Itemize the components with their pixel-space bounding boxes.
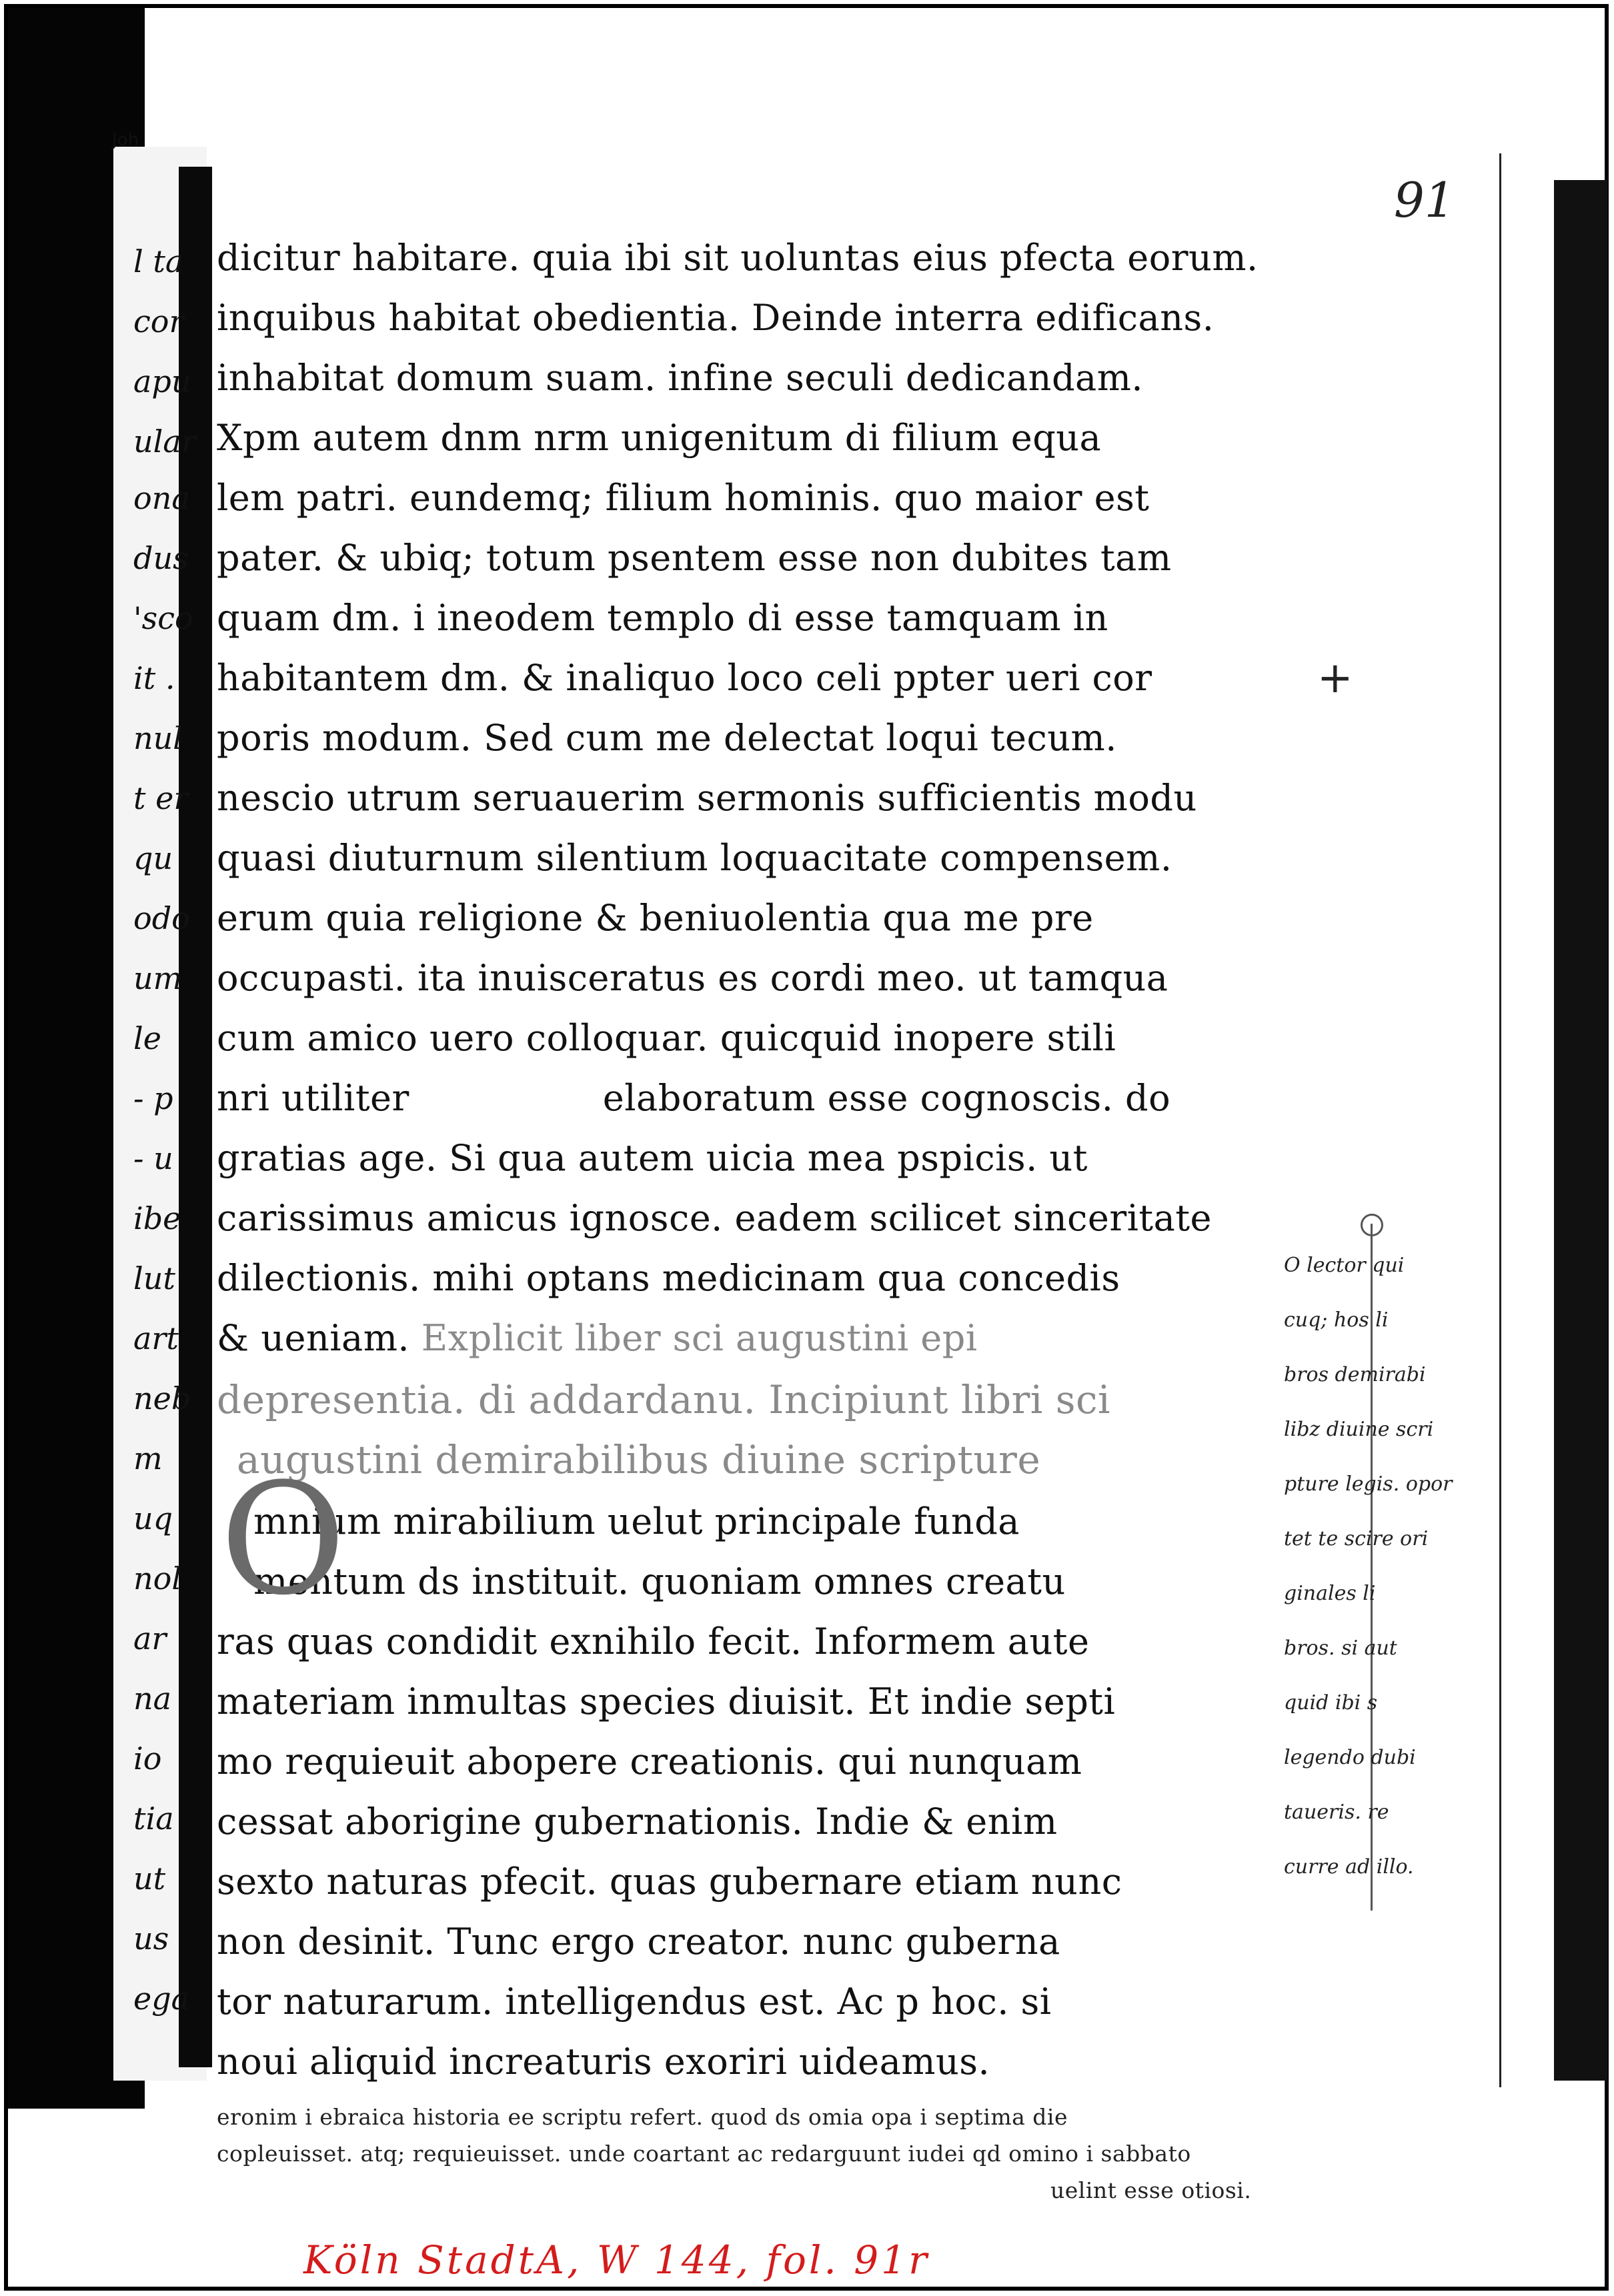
margin-note-line: ginales li [1284,1582,1376,1605]
text-line: quasi diuturnum silentium loquacitate compensem. [217,837,1172,879]
text-line: lem patri. eundemq; filium hominis. quo maior est [217,477,1150,519]
margin-note-line: legendo dubi [1284,1746,1416,1769]
text-line: tor naturarum. intelligendus est. Ac p hoc. si [217,1981,1052,2023]
fragment: t er [133,780,189,816]
folio-number: 91 [1394,172,1455,228]
text-line: pater. & ubiq; totum psentem esse non dubites tam [217,537,1172,579]
margin-note-line: O lector qui [1284,1254,1405,1277]
text-line: quam dm. i ineodem templo di esse tamquam in [217,597,1108,639]
fragment: 'sco [133,600,193,636]
rubric-line: augustini demirabilibus diuine scripture [237,1437,1041,1482]
text-line: occupasti. ita inuisceratus es cordi meo. ut tamqua [217,957,1168,999]
text-line: mentum ds instituit. quoniam omnes creatu [253,1560,1066,1602]
text-line: gratias age. Si qua autem uicia mea pspicis. ut [217,1137,1088,1179]
fragment: uq [133,1500,173,1536]
fragment: nul [133,720,183,756]
text-line: sexto naturas pfecit. quas gubernare etiam nunc [217,1861,1122,1903]
fragment: ega [133,1981,190,2017]
margin-note-line: bros demirabi [1284,1363,1426,1386]
text-line: mo requieuit abopere creationis. qui nunquam [217,1741,1082,1783]
margin-note-line: cuq; hos li [1284,1308,1389,1332]
text-line: materiam inmultas species diuisit. Et indie septi [217,1680,1116,1723]
fragment: m [133,1440,163,1476]
fragment: lut [133,1260,175,1296]
fragment: tia [133,1801,174,1837]
decorated-initial: O [220,1451,346,1629]
fragment: ona [133,480,190,516]
facing-page-tab: Joh [112,130,139,150]
margin-note-line: tet te scire ori [1284,1527,1429,1550]
text-line: inquibus habitat obedientia. Deinde interra edificans. [217,297,1215,339]
rubric-line: depresentia. di addardanu. Incipiunt libri sci [217,1377,1111,1422]
text-line: dicitur habitare. quia ibi sit uoluntas eius pfecta eorum. [217,237,1259,279]
margin-note-line: quid ibi s [1284,1691,1378,1714]
fragment: l ta [133,243,184,279]
text-line: inhabitat domum suam. infine seculi dedicandam. [217,357,1144,399]
margin-note-line: bros. si aut [1284,1636,1397,1660]
fragment: ar [133,1620,167,1656]
gloss-line: uelint esse otiosi. [1050,2177,1252,2203]
margin-note-line: libz diuine scri [1284,1418,1434,1441]
fragment: ibe [133,1200,181,1236]
fragment: apu [133,363,191,399]
fragment: na [133,1680,172,1716]
fragment: qu [133,840,173,876]
gloss-line: eronim i ebraica historia ee scriptu refert. quod ds omia opa i septima die [217,2104,1068,2130]
margin-note-line: pture legis. opor [1284,1472,1453,1496]
archive-caption: Köln StadtA, W 144, fol. 91r [303,2237,930,2283]
text-line: ras quas condidit exnihilo fecit. Informem aute [217,1620,1090,1662]
fragment: us [133,1921,169,1957]
text-line: habitantem dm. & inaliquo loco celi ppter ueri cor [217,657,1152,699]
text-line: non desinit. Tunc ergo creator. nunc guberna [217,1921,1060,1963]
margin-note-line: taueris. re [1284,1801,1389,1824]
text-line-rubric [217,1317,978,1359]
text-line: mnium mirabilium uelut principale funda [253,1500,1020,1542]
text-segment: & ueniam. [217,1317,410,1359]
fragment: um [133,960,183,996]
text-line: Xpm autem dnm nrm unigenitum di filium equa [217,417,1102,459]
fragment: it . [133,660,175,696]
text-line: cessat aborigine gubernationis. Indie & enim [217,1801,1058,1843]
fragment: odo [133,900,190,936]
text-segment: nri utiliter [217,1077,410,1119]
text-line: dilectionis. mihi optans medicinam qua concedis [217,1257,1120,1299]
fragment: - u [133,1140,173,1176]
right-scan-edge [1554,180,1607,2081]
fragment: ut [133,1861,166,1897]
fragment: ular [133,423,196,459]
explicit-rubric: Explicit liber sci augustini epi [421,1317,978,1359]
gloss-line: copleuisset. atq; requieuisset. unde coartant ac redarguunt iudei qd omino i sabbato [217,2141,1191,2167]
text-segment: elaboratum esse cognoscis. do [602,1077,1171,1119]
fragment: nol [133,1560,182,1596]
text-line-split [217,1077,1170,1119]
text-line: carissimus amicus ignosce. eadem scilicet sinceritate [217,1197,1212,1239]
text-line: erum quia religione & beniuolentia qua me pre [217,897,1094,939]
margin-note-line: curre ad illo. [1284,1855,1414,1879]
fragment: neb [133,1380,191,1416]
fragment: cor [133,303,184,339]
text-line: poris modum. Sed cum me delectat loqui tecum. [217,717,1117,759]
fragment: - p [133,1080,173,1116]
margin-cross-mark: + [1317,654,1353,703]
text-line: noui aliquid increaturis exoriri uideamus. [217,2041,990,2083]
fragment: le [133,1020,161,1056]
text-line: cum amico uero colloquar. quicquid inopere stili [217,1017,1116,1059]
fragment: io [133,1741,162,1777]
text-line: nescio utrum seruauerim sermonis sufficientis modu [217,777,1197,819]
fragment: dus [133,540,189,576]
fragment: art [133,1320,179,1356]
